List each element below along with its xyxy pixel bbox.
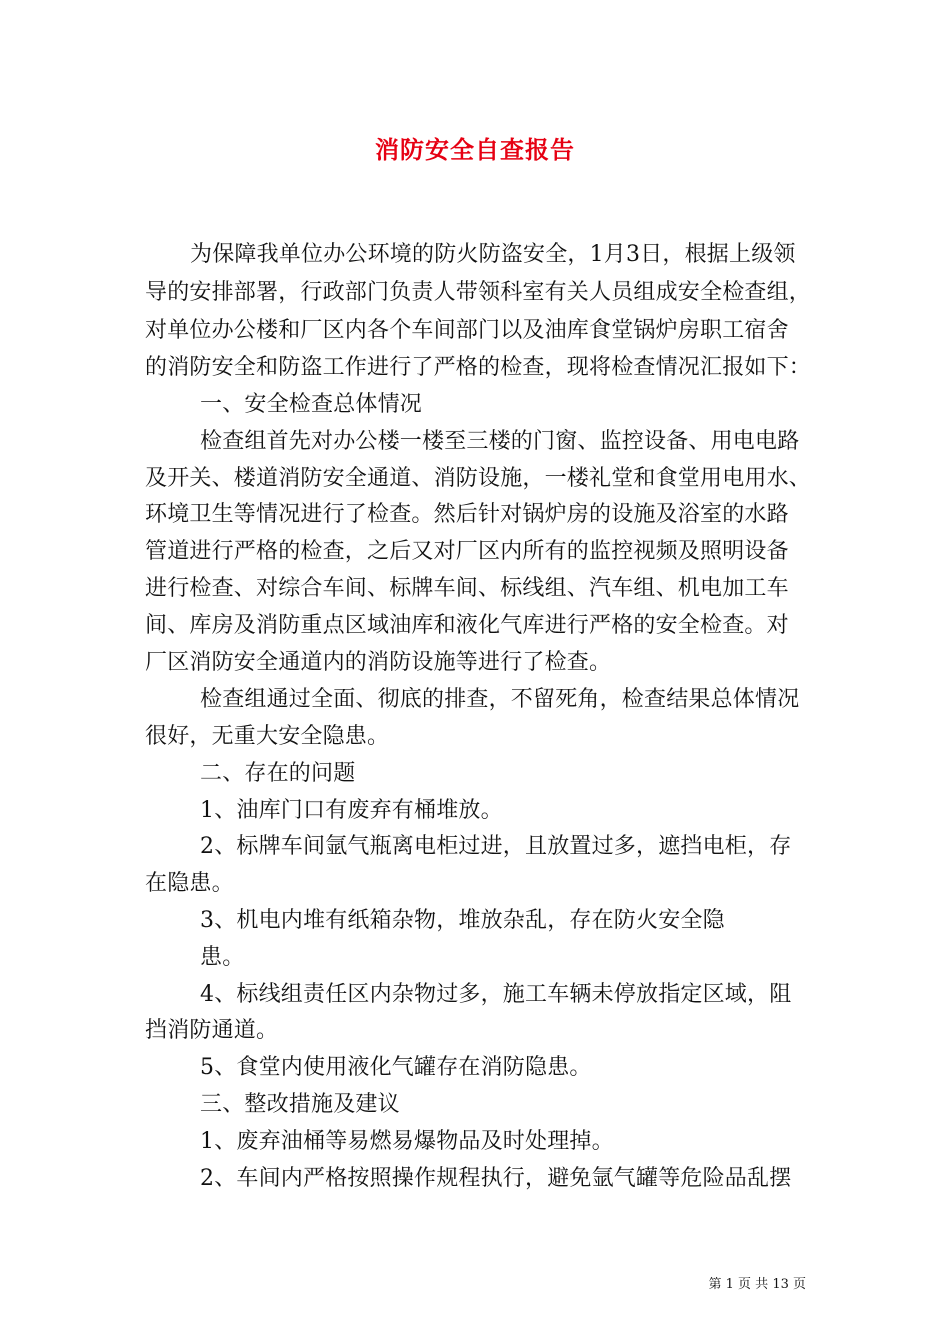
page-number-footer: 第 1 页 共 13 页 — [708, 1277, 806, 1292]
list-item: 2、标牌车间氩气瓶离电柜过进，且放置过多，遮挡电柜，存 — [200, 834, 792, 859]
section-heading: 三、整改措施及建议 — [200, 1092, 400, 1117]
paragraph-line: 的消防安全和防盗工作进行了严格的检查，现将检查情况汇报如下： — [145, 355, 812, 380]
paragraph-line: 进行检查、对综合车间、标牌车间、标线组、汽车组、机电加工车 — [145, 576, 789, 601]
list-item-continuation: 在隐患。 — [145, 871, 234, 896]
paragraph-line: 间、库房及消防重点区域油库和液化气库进行严格的安全检查。对 — [145, 613, 789, 638]
list-item: 5、食堂内使用液化气罐存在消防隐患。 — [200, 1055, 592, 1080]
list-item: 2、车间内严格按照操作规程执行，避免氩气罐等危险品乱摆 — [200, 1166, 792, 1191]
list-item-continuation: 患。 — [200, 945, 245, 970]
paragraph-line: 及开关、楼道消防安全通道、消防设施，一楼礼堂和食堂用电用水、 — [145, 466, 812, 491]
list-item: 3、机电内堆有纸箱杂物，堆放杂乱，存在防火安全隐 — [200, 908, 725, 933]
list-item: 4、标线组责任区内杂物过多，施工车辆未停放指定区域，阻 — [200, 982, 792, 1007]
list-item-continuation: 挡消防通道。 — [145, 1018, 279, 1043]
document-title: 消防安全自查报告 — [375, 135, 575, 164]
paragraph-line: 环境卫生等情况进行了检查。然后针对锅炉房的设施及浴室的水路 — [145, 502, 789, 527]
paragraph-line: 厂区消防安全通道内的消防设施等进行了检查。 — [145, 650, 612, 675]
section-heading: 二、存在的问题 — [200, 761, 356, 786]
paragraph-line: 为保障我单位办公环境的防火防盗安全，1月3日，根据上级领 — [190, 242, 796, 267]
paragraph-line: 对单位办公楼和厂区内各个车间部门以及油库食堂锅炉房职工宿舍 — [145, 318, 789, 343]
paragraph-line: 管道进行严格的检查，之后又对厂区内所有的监控视频及照明设备 — [145, 539, 789, 564]
paragraph-line: 很好，无重大安全隐患。 — [145, 724, 390, 749]
list-item: 1、油库门口有废弃有桶堆放。 — [200, 798, 503, 823]
paragraph-line: 检查组首先对办公楼一楼至三楼的门窗、监控设备、用电电路 — [200, 429, 800, 454]
paragraph-line: 导的安排部署，行政部门负责人带领科室有关人员组成安全检查组， — [145, 280, 812, 305]
paragraph-line: 检查组通过全面、彻底的排查，不留死角，检查结果总体情况 — [200, 687, 800, 712]
section-heading: 一、安全检查总体情况 — [200, 392, 423, 417]
list-item: 1、废弃油桶等易燃易爆物品及时处理掉。 — [200, 1129, 614, 1154]
